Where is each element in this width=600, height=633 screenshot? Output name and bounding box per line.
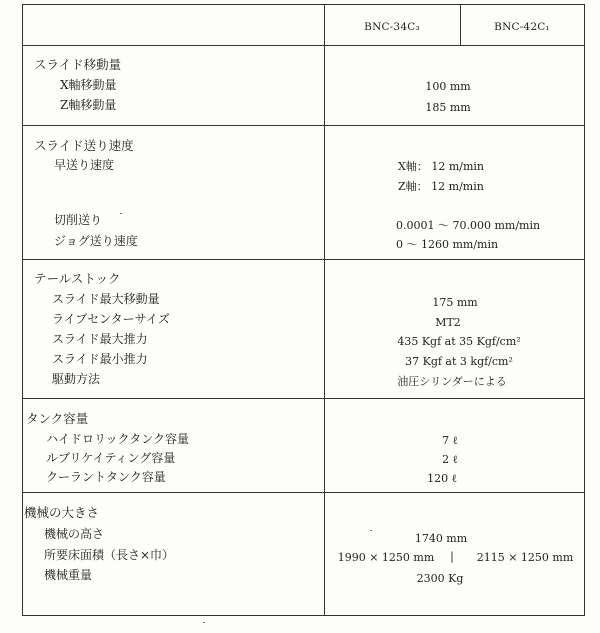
column-divider (324, 4, 325, 616)
header-column-divider (460, 4, 461, 45)
label-min-thrust: スライド最小推力 (52, 352, 148, 366)
value-machine-height: 1740 mm (414, 532, 468, 545)
section-title-machine-size: 機械の大きさ (24, 505, 100, 520)
label-jog-feed: ジョグ送り速度 (54, 234, 138, 248)
label-rapid-feed: 早送り速度 (54, 158, 115, 172)
section-title-slide-feed: スライド送り速度 (34, 138, 134, 153)
section-divider-2 (22, 259, 585, 260)
label-coolant-tank: クーラントタンク容量 (46, 470, 166, 484)
label-hydraulic-tank: ハイドロリックタンク容量 (46, 432, 190, 446)
label-drive-method: 駆動方法 (52, 372, 101, 386)
section-title-slide-travel: スライド移動量 (34, 57, 122, 72)
table-frame (22, 4, 585, 616)
label-max-thrust: スライド最大推力 (52, 332, 148, 346)
label-x-axis-travel: X軸移動量 (60, 78, 117, 92)
value-cutting-feed: 0.0001 ～ 70.000 mm/min (396, 219, 541, 232)
value-max-thrust: 435 Kgf at 35 Kgf/cm² (397, 335, 521, 348)
section-divider-1 (22, 125, 585, 126)
label-live-center: ライブセンターサイズ (52, 312, 170, 326)
scan-speck (120, 213, 122, 214)
value-max-travel: 175 mm (432, 296, 478, 309)
value-hydraulic-tank: 7 ℓ (442, 434, 458, 447)
value-x-axis-travel: 100 mm (425, 80, 471, 93)
scan-speck (370, 530, 372, 531)
section-divider-4 (22, 492, 585, 493)
value-min-thrust: 37 Kgf at 3 kgf/cm² (405, 355, 513, 368)
value-rapid-z: Z軸： 12 m/min (398, 180, 484, 193)
value-lube-tank: 2 ℓ (442, 453, 458, 466)
value-coolant-tank: 120 ℓ (427, 472, 457, 485)
value-floor-area-1: 1990 × 1250 mm (337, 551, 435, 564)
scan-speck (203, 622, 205, 623)
label-machine-height: 機械の高さ (44, 527, 105, 541)
label-z-axis-travel: Z軸移動量 (60, 98, 117, 112)
header-divider (22, 45, 585, 46)
value-machine-weight: 2300 Kg (416, 572, 464, 585)
section-title-tailstock: テールストック (34, 271, 121, 286)
value-jog-feed: 0 ～ 1260 mm/min (396, 238, 499, 251)
header-model-1: BNC-34C₃ (364, 21, 420, 33)
section-divider-3 (22, 398, 585, 399)
floor-area-separator: | (450, 550, 454, 563)
section-title-tank: タンク容量 (26, 411, 89, 426)
label-cutting-feed: 切削送り (54, 213, 103, 227)
label-floor-area: 所要床面積（長さ×巾） (44, 548, 175, 562)
value-z-axis-travel: 185 mm (425, 101, 471, 114)
value-live-center: MT2 (435, 316, 461, 329)
label-machine-weight: 機械重量 (44, 568, 93, 582)
header-model-2: BNC-42C₁ (494, 21, 550, 33)
value-rapid-x: X軸： 12 m/min (398, 160, 484, 173)
label-max-travel: スライド最大移動量 (52, 292, 160, 306)
label-lube-tank: ルブリケイティング容量 (46, 451, 176, 465)
value-floor-area-2: 2115 × 1250 mm (476, 551, 574, 564)
value-drive-method: 油圧シリンダーによる (397, 375, 507, 388)
